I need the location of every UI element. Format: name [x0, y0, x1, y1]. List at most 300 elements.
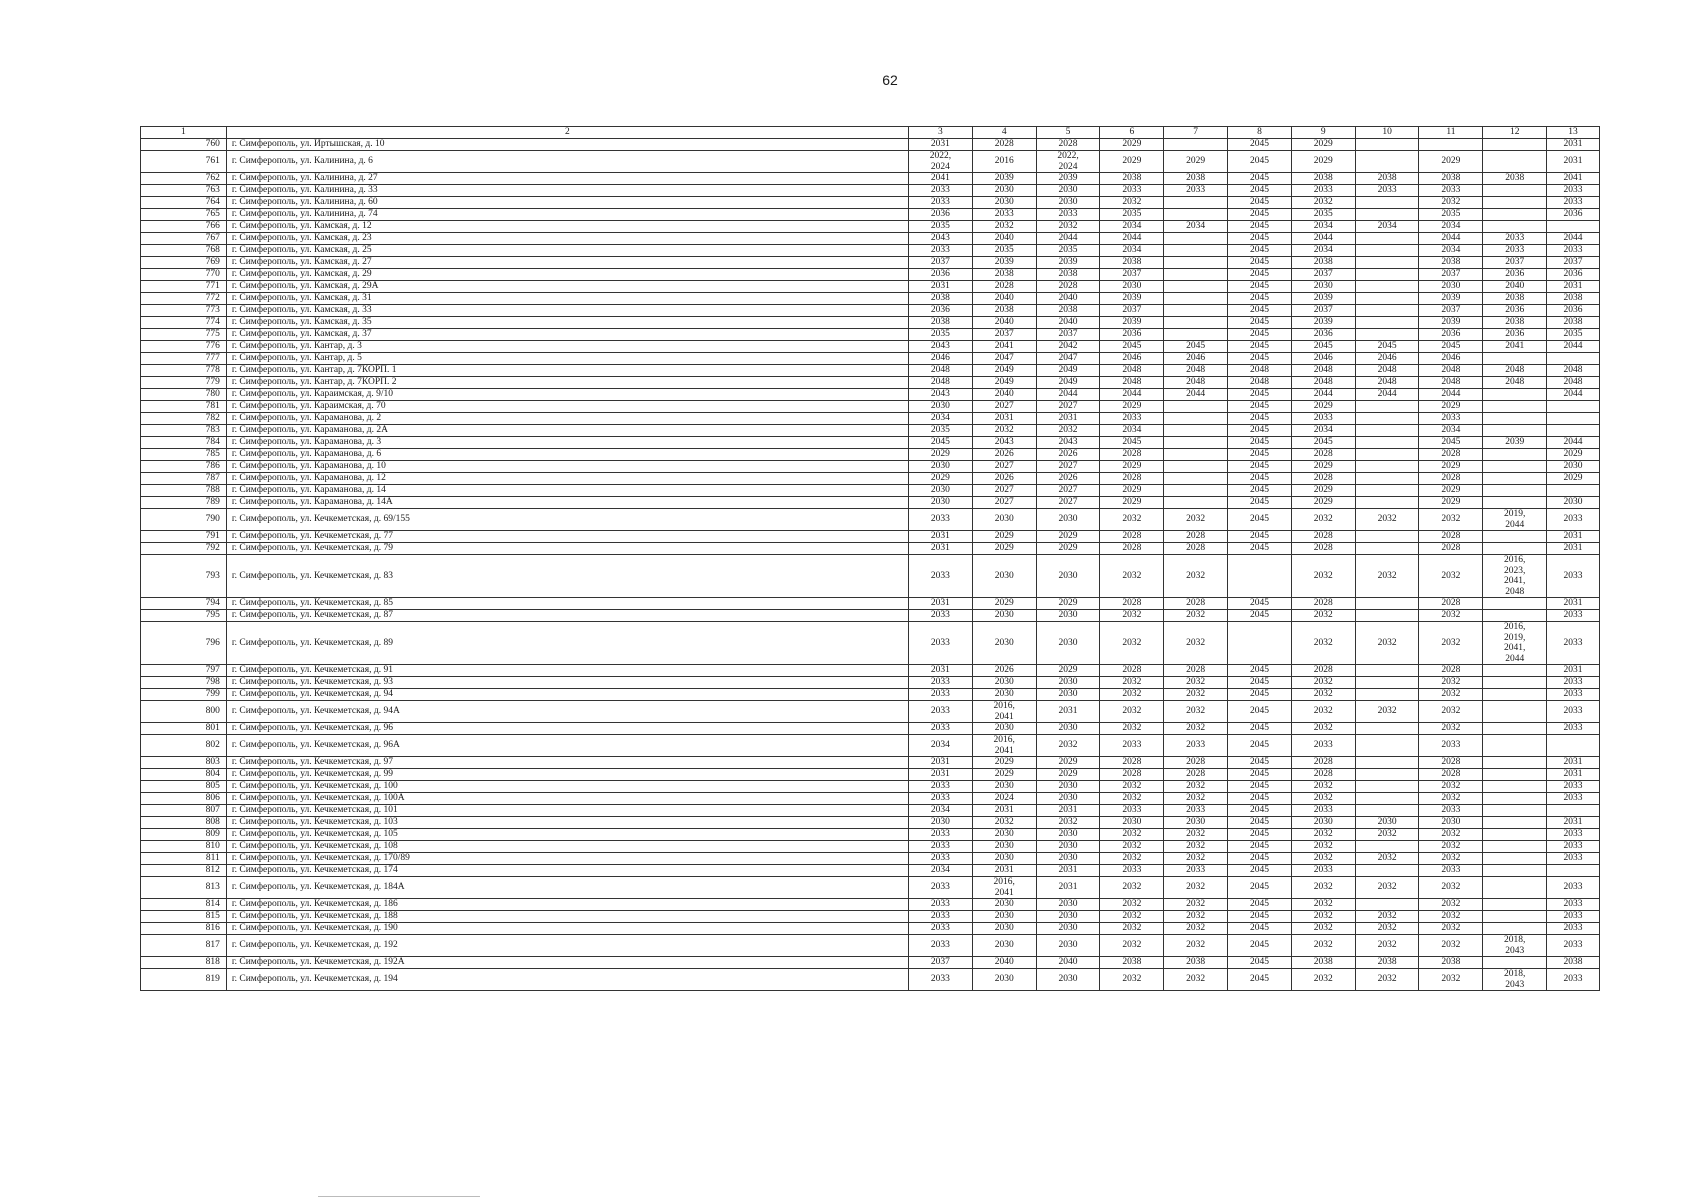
header-cell: 7: [1164, 127, 1228, 139]
year-cell: 2037: [972, 329, 1036, 341]
year-cell: [1483, 805, 1547, 817]
year-cell: [1355, 473, 1419, 485]
year-cell: 2029: [1419, 461, 1483, 473]
year-cell: [1483, 817, 1547, 829]
year-cell: 2028: [1419, 757, 1483, 769]
table-row: [141, 341, 1600, 353]
year-cell: 2036: [1547, 269, 1600, 281]
row-number-cell: 782: [141, 413, 227, 425]
year-cell: 2045: [1228, 485, 1292, 497]
year-cell: 2029: [1100, 401, 1164, 413]
year-cell: 2038: [1355, 173, 1419, 185]
year-cell: [1164, 473, 1228, 485]
year-cell: 2028: [1419, 665, 1483, 677]
year-cell: 2032: [1419, 899, 1483, 911]
year-cell: 2032: [1164, 723, 1228, 735]
year-cell: [1355, 723, 1419, 735]
year-cell: 2045: [1228, 329, 1292, 341]
year-cell: 2033: [1547, 899, 1600, 911]
year-cell: 2030: [1036, 793, 1100, 805]
table-row: [141, 543, 1600, 555]
year-cell: 2036: [1547, 305, 1600, 317]
year-cell: 2029: [1036, 543, 1100, 555]
year-cell: [1483, 769, 1547, 781]
table-row: [141, 329, 1600, 341]
row-number-cell: 790: [141, 509, 227, 531]
year-cell: 2038: [1100, 257, 1164, 269]
year-cell: 2032: [1419, 677, 1483, 689]
year-cell: 2048: [1547, 377, 1600, 389]
address-cell: г. Симферополь, ул. Караманова, д. 2А: [226, 425, 908, 437]
year-cell: 2029: [1291, 485, 1355, 497]
row-number-cell: 780: [141, 389, 227, 401]
address-cell: г. Симферополь, ул. Камская, д. 35: [226, 317, 908, 329]
year-cell: 2034: [1100, 425, 1164, 437]
row-number-cell: 818: [141, 957, 227, 969]
row-number-cell: 800: [141, 701, 227, 723]
year-cell: 2030: [972, 185, 1036, 197]
year-cell: 2033: [1547, 853, 1600, 865]
year-cell: 2031: [908, 757, 972, 769]
table-row: [141, 151, 1600, 173]
year-cell: 2032: [1419, 911, 1483, 923]
year-cell: 2032: [1419, 841, 1483, 853]
year-cell: 2029: [1291, 401, 1355, 413]
row-number-cell: 785: [141, 449, 227, 461]
address-cell: г. Симферополь, ул. Кечкеметская, д. 91: [226, 665, 908, 677]
year-cell: 2033: [908, 701, 972, 723]
year-cell: 2048: [1228, 365, 1292, 377]
table-row: [141, 365, 1600, 377]
year-cell: 2030: [1419, 281, 1483, 293]
year-cell: 2032: [1100, 935, 1164, 957]
year-cell: 2032: [1164, 555, 1228, 598]
row-number-cell: 764: [141, 197, 227, 209]
address-cell: г. Симферополь, ул. Камская, д. 31: [226, 293, 908, 305]
year-cell: 2045: [1228, 221, 1292, 233]
year-cell: 2032: [1164, 793, 1228, 805]
year-cell: [1483, 485, 1547, 497]
year-cell: 2033: [1164, 735, 1228, 757]
address-cell: г. Симферополь, ул. Кечкеметская, д. 100: [226, 781, 908, 793]
year-cell: 2044: [1164, 389, 1228, 401]
year-cell: 2048: [1355, 365, 1419, 377]
year-cell: 2031: [1547, 665, 1600, 677]
year-cell: 2033: [1547, 723, 1600, 735]
year-cell: 2032: [1355, 555, 1419, 598]
year-cell: 2048: [908, 377, 972, 389]
year-cell: 2035: [908, 329, 972, 341]
year-cell: 2045: [1228, 935, 1292, 957]
year-cell: 2044: [1419, 389, 1483, 401]
year-cell: 2045: [1419, 341, 1483, 353]
year-cell: 2035: [1291, 209, 1355, 221]
year-cell: [1355, 151, 1419, 173]
year-cell: [1355, 899, 1419, 911]
year-cell: [1355, 689, 1419, 701]
year-cell: 2034: [1419, 425, 1483, 437]
year-cell: [1483, 735, 1547, 757]
year-cell: 2034: [908, 865, 972, 877]
address-cell: г. Симферополь, ул. Кечкеметская, д. 97: [226, 757, 908, 769]
year-cell: 2028: [1100, 665, 1164, 677]
year-cell: 2034: [1100, 245, 1164, 257]
year-cell: 2032: [1291, 689, 1355, 701]
row-number-cell: 789: [141, 497, 227, 509]
year-cell: 2033: [908, 185, 972, 197]
year-cell: [1355, 543, 1419, 555]
year-cell: 2030: [1036, 935, 1100, 957]
year-cell: 2038: [1483, 173, 1547, 185]
year-cell: 2033: [908, 969, 972, 991]
year-cell: [1547, 425, 1600, 437]
year-cell: 2032: [1164, 781, 1228, 793]
table-row: [141, 257, 1600, 269]
row-number-cell: 798: [141, 677, 227, 689]
year-cell: [1483, 151, 1547, 173]
year-cell: 2038: [1355, 957, 1419, 969]
address-cell: г. Симферополь, ул. Караманова, д. 14: [226, 485, 908, 497]
year-cell: [1483, 389, 1547, 401]
address-cell: г. Симферополь, ул. Караманова, д. 6: [226, 449, 908, 461]
year-cell: 2038: [1419, 257, 1483, 269]
year-cell: 2035: [1100, 209, 1164, 221]
year-cell: 2033: [908, 829, 972, 841]
year-cell: 2030: [1547, 497, 1600, 509]
year-cell: 2045: [1100, 341, 1164, 353]
table-row: [141, 305, 1600, 317]
address-cell: г. Симферополь, ул. Кантар, д. 7КОРП. 2: [226, 377, 908, 389]
row-number-cell: 784: [141, 437, 227, 449]
year-cell: 2028: [1100, 769, 1164, 781]
year-cell: 2035: [908, 221, 972, 233]
year-cell: [1483, 757, 1547, 769]
table-row: [141, 969, 1600, 991]
year-cell: [1355, 598, 1419, 610]
year-cell: 2027: [1036, 485, 1100, 497]
address-cell: г. Симферополь, ул. Кечкеметская, д. 96А: [226, 735, 908, 757]
address-cell: г. Симферополь, ул. Караманова, д. 2: [226, 413, 908, 425]
year-cell: 2028: [972, 281, 1036, 293]
year-cell: 2033: [1355, 185, 1419, 197]
address-cell: г. Симферополь, ул. Кечкеметская, д. 184А: [226, 877, 908, 899]
header-cell: 13: [1547, 127, 1600, 139]
year-cell: 2030: [972, 622, 1036, 665]
year-cell: [1355, 449, 1419, 461]
year-cell: [1483, 665, 1547, 677]
address-cell: г. Симферополь, ул. Калинина, д. 74: [226, 209, 908, 221]
year-cell: 2045: [1228, 689, 1292, 701]
header-cell: 10: [1355, 127, 1419, 139]
year-cell: 2043: [908, 233, 972, 245]
year-cell: 2049: [972, 365, 1036, 377]
year-cell: [1547, 485, 1600, 497]
year-cell: 2039: [972, 257, 1036, 269]
year-cell: 2032: [1036, 221, 1100, 233]
year-cell: 2028: [1036, 139, 1100, 151]
year-cell: 2033: [908, 841, 972, 853]
row-number-cell: 769: [141, 257, 227, 269]
year-cell: 2032: [1291, 969, 1355, 991]
table-row: [141, 413, 1600, 425]
year-cell: 2046: [1291, 353, 1355, 365]
address-cell: г. Симферополь, ул. Камская, д. 25: [226, 245, 908, 257]
year-cell: 2032: [1355, 923, 1419, 935]
row-number-cell: 799: [141, 689, 227, 701]
year-cell: [1355, 425, 1419, 437]
year-cell: 2048: [1100, 365, 1164, 377]
year-cell: 2033: [1164, 865, 1228, 877]
year-cell: 2045: [1228, 185, 1292, 197]
year-cell: 2049: [1036, 377, 1100, 389]
year-cell: [1228, 622, 1292, 665]
year-cell: 2028: [1419, 449, 1483, 461]
year-cell: [1483, 473, 1547, 485]
year-cell: [1164, 449, 1228, 461]
address-cell: г. Симферополь, ул. Кечкеметская, д. 103: [226, 817, 908, 829]
year-cell: 2031: [1547, 757, 1600, 769]
year-cell: 2032: [1164, 923, 1228, 935]
year-cell: 2028: [1100, 543, 1164, 555]
year-cell: 2045: [1228, 841, 1292, 853]
year-cell: 2033: [1291, 185, 1355, 197]
row-number-cell: 779: [141, 377, 227, 389]
year-cell: 2045: [1228, 923, 1292, 935]
year-cell: 2030: [972, 555, 1036, 598]
table-row: [141, 317, 1600, 329]
year-cell: 2030: [1547, 461, 1600, 473]
address-cell: г. Симферополь, ул. Кечкеметская, д. 192А: [226, 957, 908, 969]
header-cell: 9: [1291, 127, 1355, 139]
year-cell: 2031: [972, 805, 1036, 817]
year-cell: 2044: [1547, 233, 1600, 245]
year-cell: 2028: [972, 139, 1036, 151]
year-cell: 2034: [1100, 221, 1164, 233]
table-row: [141, 401, 1600, 413]
year-cell: [1164, 305, 1228, 317]
year-cell: 2037: [1419, 305, 1483, 317]
year-cell: 2036: [1100, 329, 1164, 341]
year-cell: 2032: [1100, 841, 1164, 853]
year-cell: 2045: [1228, 497, 1292, 509]
year-cell: [1483, 923, 1547, 935]
table-row: [141, 449, 1600, 461]
year-cell: 2029: [972, 531, 1036, 543]
row-number-cell: 815: [141, 911, 227, 923]
address-cell: г. Симферополь, ул. Кечкеметская, д. 85: [226, 598, 908, 610]
year-cell: 2044: [1291, 389, 1355, 401]
year-cell: 2030: [1036, 899, 1100, 911]
year-cell: [1483, 841, 1547, 853]
year-cell: 2031: [908, 598, 972, 610]
year-cell: 2045: [1228, 877, 1292, 899]
year-cell: 2026: [1036, 473, 1100, 485]
year-cell: 2032: [1355, 935, 1419, 957]
year-cell: 2032: [1419, 689, 1483, 701]
table-row: [141, 817, 1600, 829]
year-cell: 2046: [1419, 353, 1483, 365]
year-cell: [1355, 139, 1419, 151]
row-number-cell: 808: [141, 817, 227, 829]
row-number-cell: 776: [141, 341, 227, 353]
year-cell: [1164, 413, 1228, 425]
address-cell: г. Симферополь, ул. Камская, д. 27: [226, 257, 908, 269]
year-cell: 2038: [1547, 293, 1600, 305]
row-number-cell: 812: [141, 865, 227, 877]
address-cell: г. Симферополь, ул. Камская, д. 23: [226, 233, 908, 245]
year-cell: 2033: [1547, 701, 1600, 723]
year-cell: 2030: [972, 197, 1036, 209]
year-cell: 2033: [1547, 509, 1600, 531]
year-cell: 2046: [1100, 353, 1164, 365]
row-number-cell: 805: [141, 781, 227, 793]
year-cell: 2032: [1355, 622, 1419, 665]
year-cell: 2030: [1036, 677, 1100, 689]
year-cell: 2033: [1547, 197, 1600, 209]
address-cell: г. Симферополь, ул. Кечкеметская, д. 105: [226, 829, 908, 841]
year-cell: 2030: [972, 509, 1036, 531]
year-cell: 2035: [908, 425, 972, 437]
table-row: [141, 665, 1600, 677]
table-row: [141, 877, 1600, 899]
year-cell: [1483, 543, 1547, 555]
year-cell: 2038: [1291, 173, 1355, 185]
year-cell: 2030: [1036, 723, 1100, 735]
year-cell: 2032: [1419, 923, 1483, 935]
year-cell: 2033: [1547, 793, 1600, 805]
year-cell: 2016, 2023, 2041, 2048: [1483, 555, 1547, 598]
year-cell: 2040: [1483, 281, 1547, 293]
year-cell: 2036: [1291, 329, 1355, 341]
year-cell: 2031: [1036, 877, 1100, 899]
year-cell: 2031: [1547, 817, 1600, 829]
year-cell: 2033: [1483, 245, 1547, 257]
address-cell: г. Симферополь, ул. Камская, д. 33: [226, 305, 908, 317]
address-cell: г. Симферополь, ул. Кечкеметская, д. 101: [226, 805, 908, 817]
year-cell: 2032: [1291, 877, 1355, 899]
year-cell: [1355, 610, 1419, 622]
year-cell: 2032: [1100, 781, 1164, 793]
table-row: [141, 437, 1600, 449]
year-cell: 2032: [1291, 701, 1355, 723]
year-cell: 2028: [1291, 665, 1355, 677]
year-cell: 2032: [1291, 841, 1355, 853]
year-cell: 2037: [908, 257, 972, 269]
table-row: [141, 841, 1600, 853]
year-cell: 2029: [1036, 598, 1100, 610]
year-cell: 2037: [1419, 269, 1483, 281]
row-number-cell: 786: [141, 461, 227, 473]
year-cell: 2027: [1036, 497, 1100, 509]
row-number-cell: 761: [141, 151, 227, 173]
header-cell: 5: [1036, 127, 1100, 139]
year-cell: 2033: [1419, 865, 1483, 877]
year-cell: 2032: [1291, 853, 1355, 865]
year-cell: 2033: [1419, 735, 1483, 757]
year-cell: 2033: [908, 723, 972, 735]
year-cell: 2045: [1228, 865, 1292, 877]
year-cell: 2029: [1291, 139, 1355, 151]
year-cell: 2032: [1164, 689, 1228, 701]
year-cell: 2030: [908, 817, 972, 829]
year-cell: 2037: [1547, 257, 1600, 269]
year-cell: 2032: [1291, 911, 1355, 923]
year-cell: 2030: [1164, 817, 1228, 829]
year-cell: 2033: [1291, 865, 1355, 877]
year-cell: 2045: [1228, 531, 1292, 543]
table-row: [141, 497, 1600, 509]
year-cell: 2029: [1419, 485, 1483, 497]
year-cell: 2032: [1355, 969, 1419, 991]
year-cell: 2036: [908, 269, 972, 281]
year-cell: 2049: [1036, 365, 1100, 377]
year-cell: 2039: [1419, 293, 1483, 305]
year-cell: 2028: [1164, 665, 1228, 677]
year-cell: 2032: [1164, 677, 1228, 689]
year-cell: 2032: [1419, 793, 1483, 805]
year-cell: 2030: [1100, 817, 1164, 829]
year-cell: 2027: [1036, 401, 1100, 413]
year-cell: 2032: [1291, 935, 1355, 957]
year-cell: 2039: [1483, 437, 1547, 449]
year-cell: 2045: [1228, 723, 1292, 735]
year-cell: 2029: [1419, 151, 1483, 173]
address-cell: г. Симферополь, ул. Камская, д. 29А: [226, 281, 908, 293]
table-row: [141, 781, 1600, 793]
year-cell: [1355, 793, 1419, 805]
table-row: [141, 377, 1600, 389]
year-cell: 2033: [1547, 829, 1600, 841]
row-number-cell: 778: [141, 365, 227, 377]
year-cell: 2033: [1164, 185, 1228, 197]
year-cell: 2033: [908, 197, 972, 209]
table-row: [141, 209, 1600, 221]
row-number-cell: 765: [141, 209, 227, 221]
year-cell: 2041: [1483, 341, 1547, 353]
year-cell: 2036: [1483, 329, 1547, 341]
year-cell: [1355, 305, 1419, 317]
year-cell: 2030: [908, 485, 972, 497]
year-cell: 2027: [1036, 461, 1100, 473]
table-row: [141, 957, 1600, 969]
year-cell: 2048: [1291, 377, 1355, 389]
year-cell: 2045: [1228, 610, 1292, 622]
year-cell: 2045: [1228, 293, 1292, 305]
row-number-cell: 792: [141, 543, 227, 555]
year-cell: 2032: [972, 817, 1036, 829]
address-cell: г. Симферополь, ул. Кечкеметская, д. 174: [226, 865, 908, 877]
year-cell: 2045: [1419, 437, 1483, 449]
year-cell: [1355, 735, 1419, 757]
year-cell: 2038: [1036, 269, 1100, 281]
year-cell: 2033: [1547, 689, 1600, 701]
year-cell: [1355, 805, 1419, 817]
year-cell: 2044: [1355, 389, 1419, 401]
year-cell: 2041: [908, 173, 972, 185]
year-cell: 2031: [1036, 805, 1100, 817]
year-cell: [1355, 401, 1419, 413]
year-cell: 2030: [1036, 197, 1100, 209]
address-cell: г. Симферополь, ул. Кечкеметская, д. 170/89: [226, 853, 908, 865]
year-cell: 2027: [972, 485, 1036, 497]
year-cell: [1164, 139, 1228, 151]
year-cell: 2033: [1547, 622, 1600, 665]
year-cell: 2040: [1036, 317, 1100, 329]
year-cell: 2030: [1036, 911, 1100, 923]
year-cell: 2045: [908, 437, 972, 449]
row-number-cell: 788: [141, 485, 227, 497]
row-number-cell: 760: [141, 139, 227, 151]
